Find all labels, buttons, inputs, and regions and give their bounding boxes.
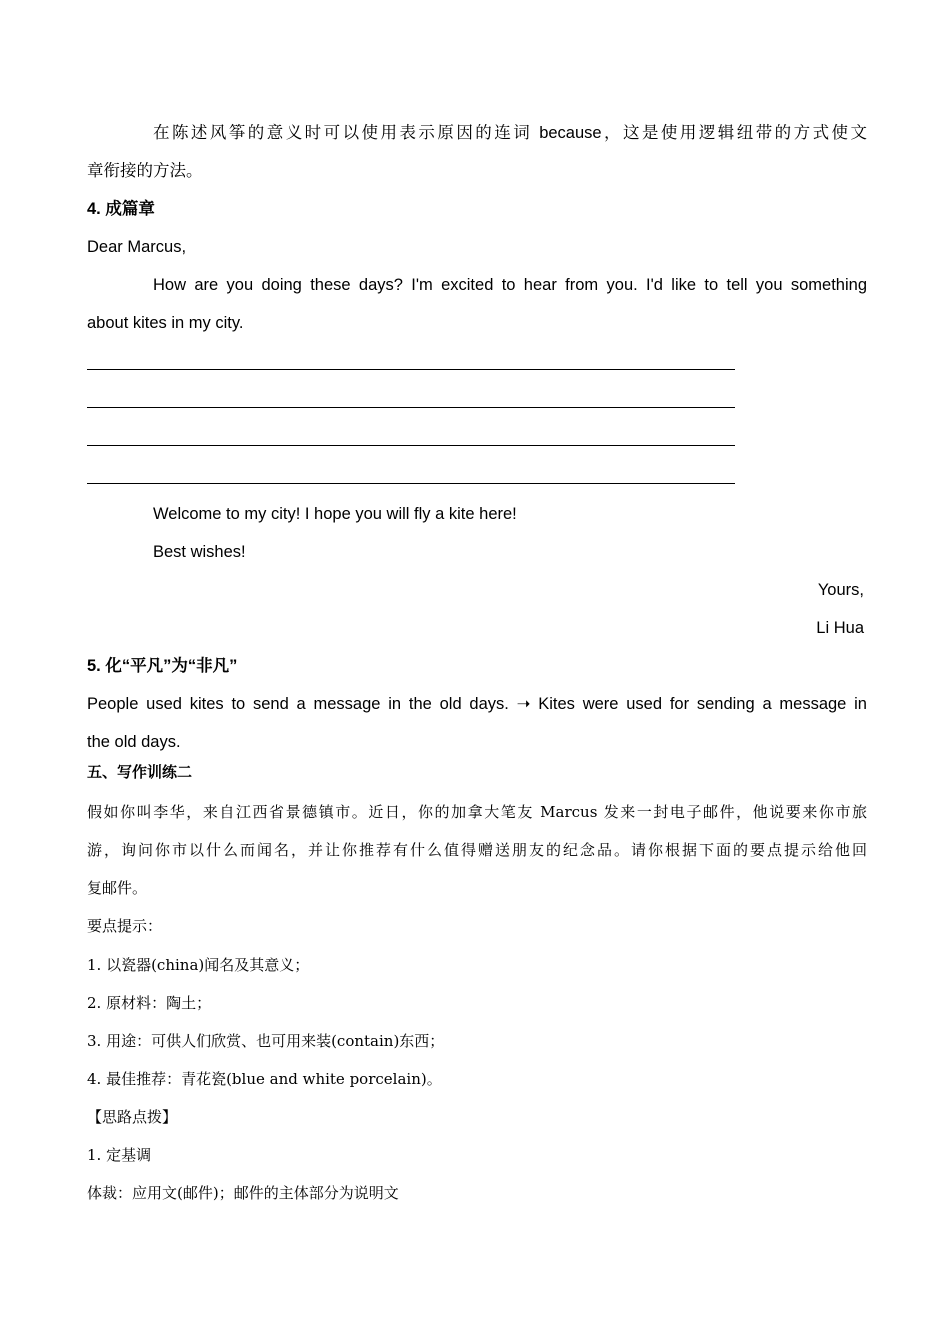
hint-title: 【思路点拨】 bbox=[87, 1108, 178, 1126]
letter-body-line1: How are you doing these days? I'm excited to hear from you. I'd like to tell you something bbox=[153, 276, 867, 294]
task-line3: 复邮件。 bbox=[87, 879, 148, 897]
task-line1: 假如你叫李华，来自江西省景德镇市。近日，你的加拿大笔友 Marcus 发来一封电子邮件，他说要来你市旅 bbox=[87, 803, 867, 821]
heading-4: 4. 成篇章 bbox=[87, 200, 155, 218]
genre-line: 体裁：应用文(邮件)；邮件的主体部分为说明文 bbox=[87, 1184, 399, 1202]
point-item: 4. 最佳推荐：青花瓷(blue and white porcelain)。 bbox=[87, 1070, 442, 1088]
letter-signature: Li Hua bbox=[816, 619, 864, 637]
heading-5: 5. 化“平凡”为“非凡” bbox=[87, 657, 238, 675]
answer-blank-line[interactable] bbox=[87, 483, 735, 484]
example-sentence-line2: the old days. bbox=[87, 733, 181, 751]
points-title: 要点提示： bbox=[87, 917, 163, 935]
letter-body-line2: about kites in my city. bbox=[87, 314, 244, 332]
section-heading: 五、写作训练二 bbox=[87, 763, 193, 781]
hint-item: 1. 定基调 bbox=[87, 1146, 152, 1164]
answer-blank-line[interactable] bbox=[87, 445, 735, 446]
letter-greeting: Dear Marcus, bbox=[87, 238, 187, 256]
answer-blank-line[interactable] bbox=[87, 407, 735, 408]
point-item: 3. 用途：可供人们欣赏、也可用来装(contain)东西； bbox=[87, 1032, 445, 1050]
point-item: 2. 原材料：陶土； bbox=[87, 994, 212, 1012]
example-sentence-line1: People used kites to send a message in the old days. ➝ Kites were used for sending a message in bbox=[87, 695, 867, 713]
letter-closing-line1: Welcome to my city! I hope you will fly a kite here! bbox=[153, 505, 517, 523]
paragraph-because-line2: 章衔接的方法。 bbox=[87, 162, 203, 180]
point-item: 1. 以瓷器(china)闻名及其意义； bbox=[87, 956, 310, 974]
paragraph-because-line1: 在陈述风筝的意义时可以使用表示原因的连词 because，这是使用逻辑纽带的方式使文 bbox=[153, 124, 867, 142]
letter-closing-line2: Best wishes! bbox=[153, 543, 246, 561]
task-line2: 游，询问你市以什么而闻名，并让你推荐有什么值得赠送朋友的纪念品。请你根据下面的要点提示给他回 bbox=[87, 841, 867, 859]
letter-signoff: Yours, bbox=[817, 581, 864, 599]
answer-blank-line[interactable] bbox=[87, 369, 735, 370]
